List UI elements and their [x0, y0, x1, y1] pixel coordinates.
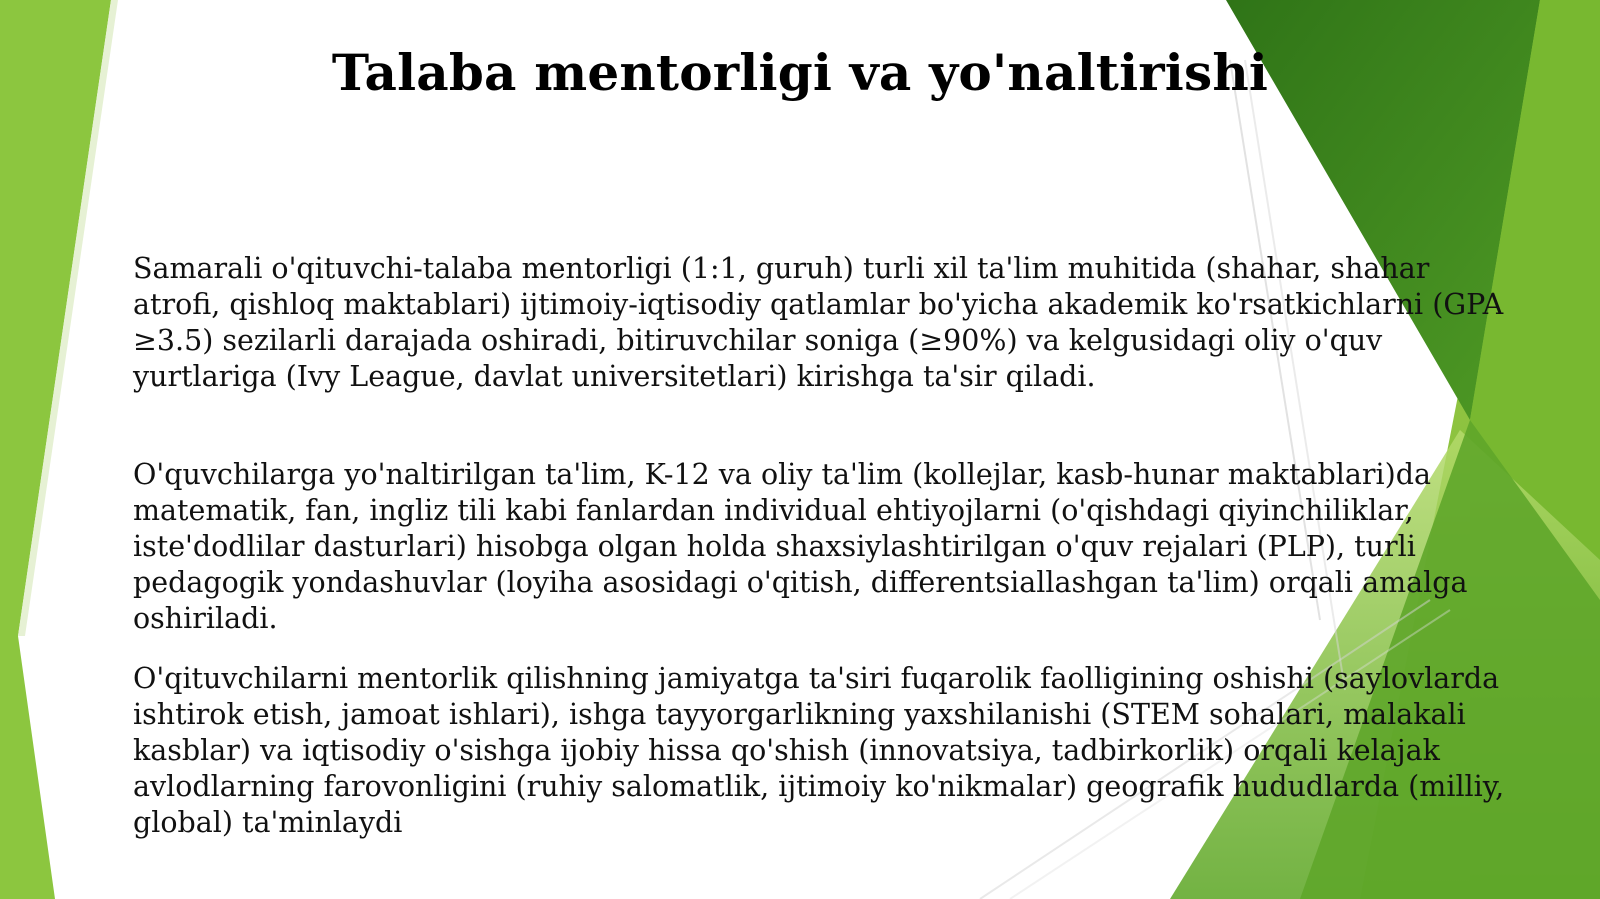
slide-title: Talaba mentorligi va yo'naltirishi: [331, 43, 1269, 102]
paragraph-mentorship-impact: Samarali o'qituvchi-talaba mentorligi (1:1, guruh) turli xil ta'lim muhitida (shahar, shahar atrofi, qishloq maktablari) ijtimoiy-iqtisodiy qatlamlar bo'yicha akademik ko'rsatkichlarni (GPA ≥3.5) sezilarli darajada oshiradi, bitiruvchilar soniga (≥90%) va kelgusidagi oliy o'quv yurtlariga (Ivy League, davlat universitetlari) kirishga ta'sir qiladi.: [133, 252, 1504, 393]
paragraph-student-centered-learning: O'quvchilarga yo'naltirilgan ta'lim, K-12 va oliy ta'lim (kollejlar, kasb-hunar maktablari)da matematik, fan, ingliz tili kabi fanlardan individual ehtiyojlarni (o'qishdagi qiyinchiliklar, iste'dodlilar dasturlari) hisobga olgan holda shaxsiylashtirilgan o'quv rejalari (PLP), turli pedagogik yondashuvlar (loyiha asosidagi o'qitish, differentsiallashgan ta'lim) orqali amalga oshiriladi.: [133, 458, 1468, 635]
paragraph-societal-impact: O'qituvchilarni mentorlik qilishning jamiyatga ta'siri fuqarolik faolligining oshishi (saylovlarda ishtirok etish, jamoat ishlari), ishga tayyorgarlikning yaxshilanishi (STEM sohalari, malakali kasblar) va iqtisodiy o'sishga ijobiy hissa qo'shish (innovatsiya, tadbirkorlik) orqali kelajak avlodlarning farovonligini (ruhiy salomatlik, ijtimoiy ko'nikmalar) geografik hududlarda (milliy, global) ta'minlaydi: [133, 662, 1505, 839]
slide-body: [133, 251, 1513, 841]
